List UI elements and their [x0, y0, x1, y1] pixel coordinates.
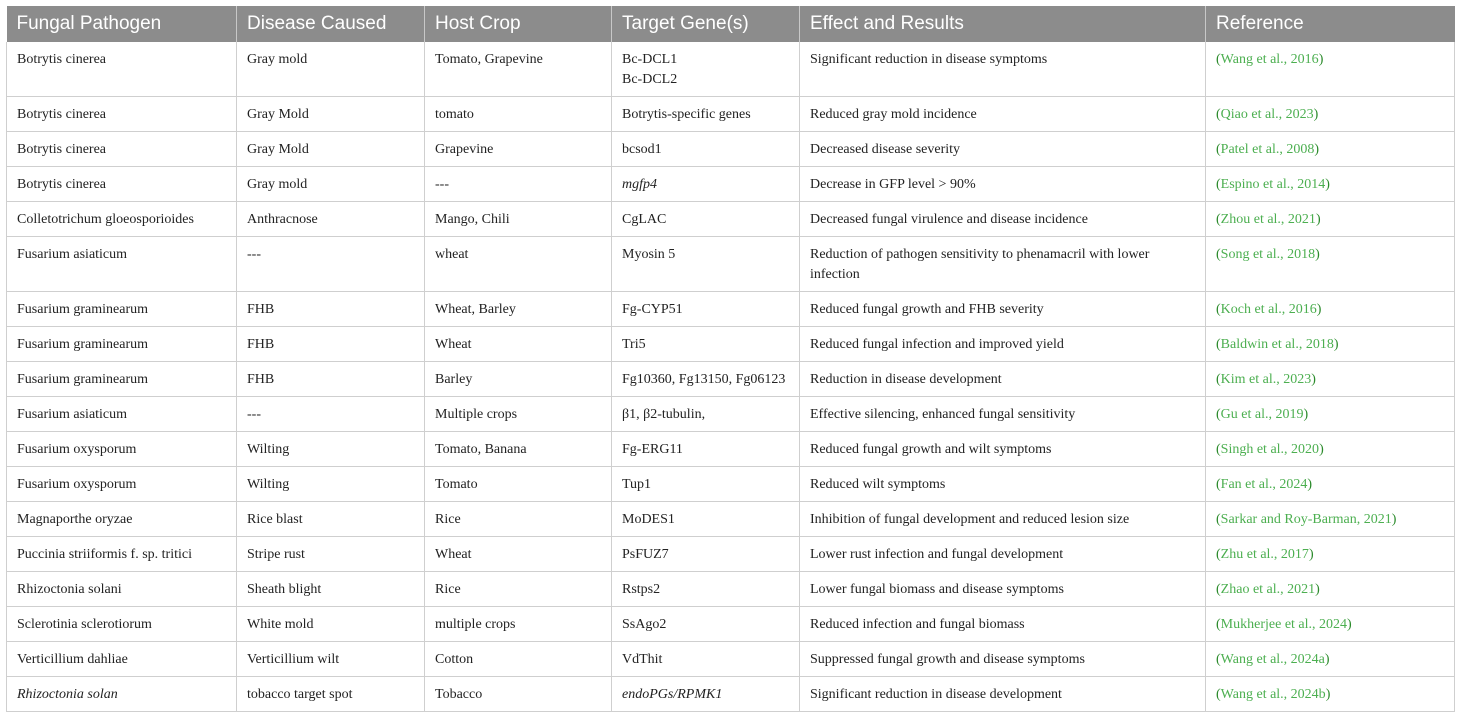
- paren-open: (: [1216, 52, 1221, 67]
- paren-close: ): [1333, 337, 1339, 352]
- cell-reference: [1206, 607, 1455, 642]
- paren-open: (: [1216, 177, 1221, 192]
- cell-effect: Reduction in disease development: [800, 362, 1206, 397]
- cell-pathogen: Fusarium asiaticum: [7, 237, 237, 292]
- cell-reference: [1206, 677, 1455, 712]
- cell-disease: FHB: [237, 362, 425, 397]
- cell-host: Wheat: [425, 327, 612, 362]
- cell-host: tomato: [425, 97, 612, 132]
- table-row: [7, 537, 1455, 572]
- reference-link[interactable]: Patel et al., 2008: [1220, 142, 1315, 157]
- reference-link[interactable]: Fan et al., 2024: [1220, 477, 1308, 492]
- table-row: [7, 502, 1455, 537]
- cell-disease: Gray Mold: [237, 97, 425, 132]
- reference-link[interactable]: Koch et al., 2016: [1220, 302, 1317, 317]
- cell-reference: [1206, 642, 1455, 677]
- cell-disease: White mold: [237, 607, 425, 642]
- cell-gene: β1, β2-tubulin,: [612, 397, 800, 432]
- cell-disease: Gray mold: [237, 42, 425, 97]
- header-host: Host Crop: [425, 6, 612, 42]
- reference-link[interactable]: Song et al., 2018: [1220, 247, 1316, 262]
- cell-disease: Stripe rust: [237, 537, 425, 572]
- paren-open: (: [1216, 617, 1221, 632]
- cell-reference: [1206, 432, 1455, 467]
- cell-pathogen: Fusarium oxysporum: [7, 432, 237, 467]
- table-row: [7, 237, 1455, 292]
- pathogen-table: [6, 6, 1455, 712]
- cell-pathogen: Fusarium graminearum: [7, 362, 237, 397]
- paren-open: (: [1216, 337, 1221, 352]
- cell-gene: Fg10360, Fg13150, Fg06123: [612, 362, 800, 397]
- cell-pathogen: Fusarium graminearum: [7, 292, 237, 327]
- paren-close: ): [1325, 687, 1331, 702]
- cell-disease: Wilting: [237, 432, 425, 467]
- table-row: [7, 202, 1455, 237]
- cell-disease: FHB: [237, 292, 425, 327]
- cell-gene: bcsod1: [612, 132, 800, 167]
- paren-close: ): [1316, 302, 1322, 317]
- paren-close: ): [1315, 247, 1320, 262]
- reference-link[interactable]: Gu et al., 2019: [1220, 407, 1304, 422]
- paren-open: (: [1216, 442, 1221, 457]
- cell-effect: Inhibition of fungal development and reduced lesion size: [800, 502, 1206, 537]
- cell-gene: Myosin 5: [612, 237, 800, 292]
- cell-reference: [1206, 327, 1455, 362]
- cell-disease: Anthracnose: [237, 202, 425, 237]
- cell-effect: Suppressed fungal growth and disease symptoms: [800, 642, 1206, 677]
- paren-open: (: [1216, 512, 1221, 527]
- cell-pathogen: Fusarium graminearum: [7, 327, 237, 362]
- cell-pathogen: Botrytis cinerea: [7, 132, 237, 167]
- cell-host: Rice: [425, 572, 612, 607]
- table-row: [7, 642, 1455, 677]
- table-row: [7, 132, 1455, 167]
- cell-disease: ---: [237, 397, 425, 432]
- paren-close: ): [1313, 107, 1319, 122]
- cell-pathogen: Verticillium dahliae: [7, 642, 237, 677]
- paren-close: ): [1391, 512, 1397, 527]
- reference-link[interactable]: Singh et al., 2020: [1220, 442, 1320, 457]
- cell-host: Wheat: [425, 537, 612, 572]
- cell-pathogen: Fusarium asiaticum: [7, 397, 237, 432]
- reference-link[interactable]: Baldwin et al., 2018: [1220, 337, 1334, 352]
- cell-gene: PsFUZ7: [612, 537, 800, 572]
- cell-disease: Wilting: [237, 467, 425, 502]
- cell-disease: Sheath blight: [237, 572, 425, 607]
- paren-close: ): [1308, 547, 1314, 562]
- paren-close: ): [1303, 407, 1309, 422]
- reference-link[interactable]: Qiao et al., 2023: [1220, 107, 1314, 122]
- cell-disease: Gray mold: [237, 167, 425, 202]
- table-row: [7, 607, 1455, 642]
- cell-host: multiple crops: [425, 607, 612, 642]
- paren-close: ): [1315, 212, 1321, 227]
- cell-effect: Reduced fungal growth and FHB severity: [800, 292, 1206, 327]
- reference-link[interactable]: Wang et al., 2024a: [1220, 652, 1325, 667]
- reference-link[interactable]: Wang et al., 2016: [1220, 52, 1319, 67]
- cell-reference: [1206, 397, 1455, 432]
- cell-gene: Rstps2: [612, 572, 800, 607]
- cell-pathogen: Botrytis cinerea: [7, 97, 237, 132]
- reference-link[interactable]: Espino et al., 2014: [1220, 177, 1326, 192]
- cell-gene: mgfp4: [612, 167, 800, 202]
- cell-reference: [1206, 292, 1455, 327]
- cell-host: Barley: [425, 362, 612, 397]
- paren-close: ): [1347, 617, 1352, 632]
- cell-effect: Decreased fungal virulence and disease incidence: [800, 202, 1206, 237]
- paren-close: ): [1319, 442, 1324, 457]
- cell-effect: Reduction of pathogen sensitivity to phenamacril with lower infection: [800, 237, 1206, 292]
- cell-effect: Decrease in GFP level > 90%: [800, 167, 1206, 202]
- table-row: [7, 292, 1455, 327]
- cell-gene: Tup1: [612, 467, 800, 502]
- cell-gene: Tri5: [612, 327, 800, 362]
- cell-gene: Botrytis-specific genes: [612, 97, 800, 132]
- cell-host: Tomato: [425, 467, 612, 502]
- cell-host: Wheat, Barley: [425, 292, 612, 327]
- cell-pathogen: Colletotrichum gloeosporioides: [7, 202, 237, 237]
- reference-link[interactable]: Mukherjee et al., 2024: [1220, 617, 1348, 632]
- cell-reference: [1206, 237, 1455, 292]
- cell-effect: Decreased disease severity: [800, 132, 1206, 167]
- cell-pathogen: Magnaporthe oryzae: [7, 502, 237, 537]
- cell-host: Grapevine: [425, 132, 612, 167]
- cell-host: wheat: [425, 237, 612, 292]
- table-row: [7, 42, 1455, 97]
- reference-link[interactable]: Zhou et al., 2021: [1220, 212, 1316, 227]
- cell-reference: [1206, 97, 1455, 132]
- paren-close: ): [1324, 652, 1330, 667]
- cell-host: Rice: [425, 502, 612, 537]
- paren-close: ): [1314, 142, 1320, 157]
- paren-open: (: [1216, 547, 1221, 562]
- header-row: [7, 6, 1455, 42]
- table-row: [7, 167, 1455, 202]
- cell-gene: Fg-CYP51: [612, 292, 800, 327]
- cell-disease: FHB: [237, 327, 425, 362]
- cell-host: Tomato, Banana: [425, 432, 612, 467]
- cell-pathogen: Fusarium oxysporum: [7, 467, 237, 502]
- paren-close: ): [1307, 477, 1313, 492]
- cell-reference: [1206, 362, 1455, 397]
- cell-effect: Lower fungal biomass and disease symptoms: [800, 572, 1206, 607]
- cell-reference: [1206, 132, 1455, 167]
- table-row: [7, 397, 1455, 432]
- header-disease: Disease Caused: [237, 6, 425, 42]
- cell-pathogen: Sclerotinia sclerotiorum: [7, 607, 237, 642]
- cell-reference: [1206, 167, 1455, 202]
- reference-link[interactable]: Wang et al., 2024b: [1220, 687, 1326, 702]
- header-gene: Target Gene(s): [612, 6, 800, 42]
- header-pathogen: Fungal Pathogen: [7, 6, 237, 42]
- cell-gene: MoDES1: [612, 502, 800, 537]
- cell-pathogen: Rhizoctonia solani: [7, 572, 237, 607]
- paren-close: ): [1315, 582, 1320, 597]
- paren-open: (: [1216, 247, 1221, 262]
- reference-link[interactable]: Sarkar and Roy-Barman, 2021: [1220, 512, 1392, 527]
- table-row: [7, 362, 1455, 397]
- cell-pathogen: Botrytis cinerea: [7, 167, 237, 202]
- cell-host: Multiple crops: [425, 397, 612, 432]
- paren-open: (: [1216, 372, 1221, 387]
- cell-disease: ---: [237, 237, 425, 292]
- cell-disease: Verticillium wilt: [237, 642, 425, 677]
- cell-effect: Reduced wilt symptoms: [800, 467, 1206, 502]
- cell-host: Tobacco: [425, 677, 612, 712]
- cell-pathogen: Puccinia striiformis f. sp. tritici: [7, 537, 237, 572]
- cell-gene: Bc-DCL1 Bc-DCL2: [612, 42, 800, 97]
- table-row: [7, 432, 1455, 467]
- paren-open: (: [1216, 687, 1221, 702]
- paren-open: (: [1216, 142, 1221, 157]
- cell-effect: Reduced infection and fungal biomass: [800, 607, 1206, 642]
- cell-reference: [1206, 572, 1455, 607]
- table-row: [7, 467, 1455, 502]
- cell-host: Mango, Chili: [425, 202, 612, 237]
- cell-disease: tobacco target spot: [237, 677, 425, 712]
- paren-close: ): [1325, 177, 1330, 192]
- paren-close: ): [1318, 52, 1324, 67]
- reference-link[interactable]: Zhu et al., 2017: [1220, 547, 1309, 562]
- cell-gene: VdThit: [612, 642, 800, 677]
- table-row: [7, 677, 1455, 712]
- reference-link[interactable]: Zhao et al., 2021: [1220, 582, 1316, 597]
- cell-gene: SsAgo2: [612, 607, 800, 642]
- cell-host: Cotton: [425, 642, 612, 677]
- cell-gene: CgLAC: [612, 202, 800, 237]
- cell-effect: Reduced gray mold incidence: [800, 97, 1206, 132]
- cell-host: ---: [425, 167, 612, 202]
- table-row: [7, 572, 1455, 607]
- cell-pathogen: Rhizoctonia solan: [7, 677, 237, 712]
- cell-gene: Fg-ERG11: [612, 432, 800, 467]
- cell-effect: Effective silencing, enhanced fungal sensitivity: [800, 397, 1206, 432]
- cell-effect: Reduced fungal growth and wilt symptoms: [800, 432, 1206, 467]
- cell-effect: Significant reduction in disease symptoms: [800, 42, 1206, 97]
- cell-effect: Significant reduction in disease development: [800, 677, 1206, 712]
- cell-gene: endoPGs/RPMK1: [612, 677, 800, 712]
- cell-disease: Gray Mold: [237, 132, 425, 167]
- paren-open: (: [1216, 582, 1221, 597]
- header-reference: Reference: [1206, 6, 1455, 42]
- reference-link[interactable]: Kim et al., 2023: [1220, 372, 1312, 387]
- cell-effect: Lower rust infection and fungal development: [800, 537, 1206, 572]
- table-row: [7, 327, 1455, 362]
- cell-pathogen: Botrytis cinerea: [7, 42, 237, 97]
- paren-close: ): [1311, 372, 1316, 387]
- paren-open: (: [1216, 477, 1221, 492]
- paren-open: (: [1216, 302, 1221, 317]
- paren-open: (: [1216, 407, 1221, 422]
- cell-host: Tomato, Grapevine: [425, 42, 612, 97]
- paren-open: (: [1216, 212, 1221, 227]
- cell-reference: [1206, 202, 1455, 237]
- cell-disease: Rice blast: [237, 502, 425, 537]
- cell-effect: Reduced fungal infection and improved yield: [800, 327, 1206, 362]
- cell-reference: [1206, 467, 1455, 502]
- paren-open: (: [1216, 652, 1221, 667]
- cell-reference: [1206, 42, 1455, 97]
- header-effect: Effect and Results: [800, 6, 1206, 42]
- paren-open: (: [1216, 107, 1221, 122]
- cell-reference: [1206, 537, 1455, 572]
- table-row: [7, 97, 1455, 132]
- cell-reference: [1206, 502, 1455, 537]
